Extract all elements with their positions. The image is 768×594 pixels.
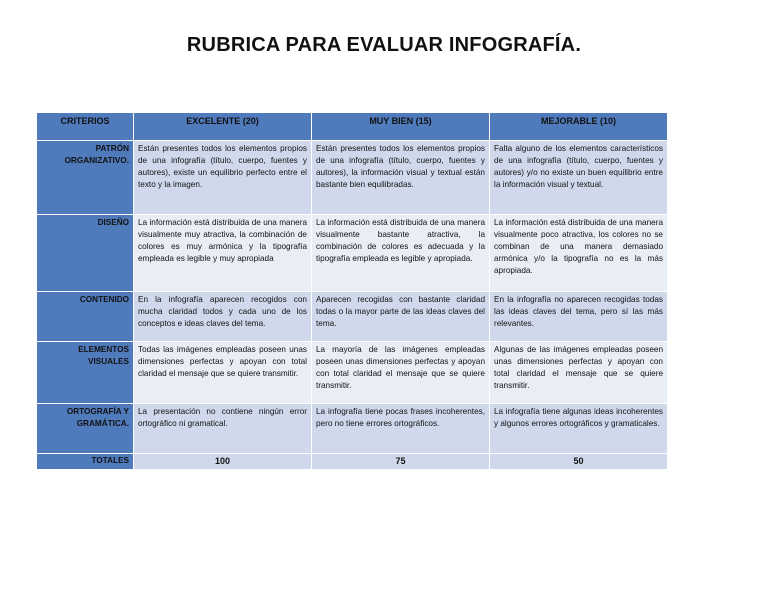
rubric-cell: Todas las imágenes empleadas poseen unas dimensiones perfectas y apoyan con total claridad el mensaje que se quiere transmitir.: [134, 342, 312, 404]
totals-row: [37, 454, 668, 470]
header-criterios: CRITERIOS: [37, 113, 134, 141]
header-muy-bien: MUY BIEN (15): [312, 113, 490, 141]
total-muy-bien: 75: [312, 454, 490, 470]
rubric-cell: En la infografía aparecen recogidos con mucha claridad todos y cada uno de los conceptos e ideas claves del tema.: [134, 292, 312, 342]
rubric-table: [36, 112, 668, 470]
rubric-cell: Están presentes todos los elementos propios de una infografía (título, cuerpo, fuentes y autores), la información visual y textual están bastante bien equilibradas.: [312, 141, 490, 215]
table-row: [37, 215, 668, 292]
rubric-cell: En la infografía no aparecen recogidas todas las ideas claves del tema, pero sí las más relevantes.: [490, 292, 668, 342]
rubric-cell: Algunas de las imágenes empleadas poseen unas dimensiones perfectas y apoyan con total claridad el mensaje que se quiere transmitir.: [490, 342, 668, 404]
criterion-label: DISEÑO: [37, 215, 134, 292]
table-row: [37, 404, 668, 454]
rubric-cell: La infografía tiene pocas frases incoherentes, pero no tiene errores ortográficos.: [312, 404, 490, 454]
table-row: [37, 342, 668, 404]
document-title: RUBRICA PARA EVALUAR INFOGRAFÍA.: [186, 34, 582, 56]
header-row: [37, 113, 668, 141]
rubric-cell: La mayoría de las imágenes empleadas poseen unas dimensiones perfectas y apoyan con total claridad el mensaje que se quiere transmitir.: [312, 342, 490, 404]
criterion-label: PATRÓN ORGANIZATIVO.: [37, 141, 134, 215]
rubric-cell: La infografía tiene algunas ideas incoherentes y algunos errores ortográficos y gramaticales.: [490, 404, 668, 454]
header-excelente: EXCELENTE (20): [134, 113, 312, 141]
header-mejorable: MEJORABLE (10): [490, 113, 668, 141]
table-row: [37, 292, 668, 342]
rubric-cell: La presentación no contiene ningún error ortográfico ni gramatical.: [134, 404, 312, 454]
total-mejorable: 50: [490, 454, 668, 470]
criterion-label: ORTOGRAFÍA Y GRAMÁTICA.: [37, 404, 134, 454]
rubric-cell: Falta alguno de los elementos característicos de una infografía (título, cuerpo, fuentes y autores) y/o no existe un buen equilibrio entre la información visual y textual.: [490, 141, 668, 215]
criterion-label: ELEMENTOS VISUALES: [37, 342, 134, 404]
rubric-cell: La información está distribuida de una manera visualmente poco atractiva, los colores no se combinan de una manera demasiado armónica y/o la tipografía no es la más apropiada.: [490, 215, 668, 292]
totals-label: TOTALES: [37, 454, 134, 470]
total-excelente: 100: [134, 454, 312, 470]
rubric-cell: Aparecen recogidas con bastante claridad todas o la mayor parte de las ideas claves del tema.: [312, 292, 490, 342]
rubric-cell: Están presentes todos los elementos propios de una infografía (título, cuerpo, fuentes y autores), existe un equilibrio perfecto entre el texto y la imagen.: [134, 141, 312, 215]
rubric-cell: La información está distribuida de una manera visualmente bastante atractiva, la combinación de colores es adecuada y la tipografía empleada es legible y apropiada.: [312, 215, 490, 292]
rubric-cell: La información está distribuida de una manera visualmente muy atractiva, la combinación de colores es muy armónica y la tipografía empleada es legible y muy apropiada: [134, 215, 312, 292]
table-row: [37, 141, 668, 215]
criterion-label: CONTENIDO: [37, 292, 134, 342]
